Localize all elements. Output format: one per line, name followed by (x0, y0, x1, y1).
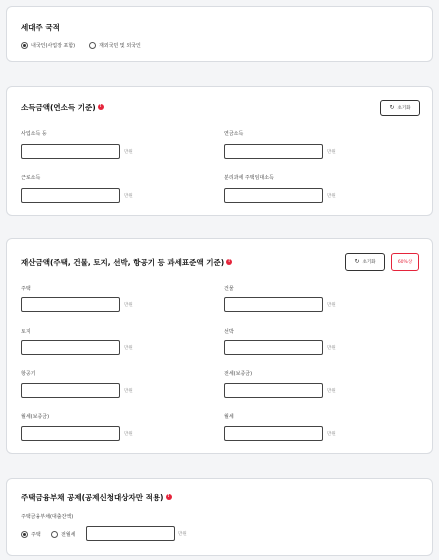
income-card (6, 86, 433, 216)
unit-label: 만원 (124, 150, 133, 155)
debt-card (6, 478, 433, 556)
field-label-jeonse: 전세(보증금) (224, 371, 253, 377)
info-badge-icon[interactable]: ! (99, 104, 102, 109)
income-title (21, 102, 104, 113)
radio-checked-icon[interactable] (21, 531, 28, 538)
info-badge-icon[interactable]: ! (228, 259, 231, 264)
assets-card (6, 238, 433, 454)
assets-cap-button[interactable] (391, 253, 419, 271)
ship-input[interactable] (224, 340, 323, 355)
refresh-icon: ↻ (354, 258, 360, 265)
debt-option-label: 전월세 (61, 532, 76, 538)
earned-income-input[interactable] (21, 188, 120, 203)
debt-option-rent[interactable] (51, 531, 76, 538)
assets-reset-button[interactable] (345, 253, 385, 271)
unit-label: 만원 (124, 194, 133, 199)
household-option-label: 내국인(사업장 포함) (31, 43, 76, 49)
aircraft-input[interactable] (21, 383, 120, 398)
field-label-house: 주택 (21, 286, 31, 292)
unit-label: 만원 (327, 194, 336, 199)
land-input[interactable] (21, 340, 120, 355)
building-input[interactable] (224, 297, 323, 312)
unit-label: 만원 (327, 346, 336, 351)
unit-label: 만원 (327, 389, 336, 394)
unit-label: 만원 (178, 532, 187, 537)
unit-label: 만원 (124, 432, 133, 437)
debt-amount-input[interactable] (86, 526, 175, 541)
jeonse-deposit-input[interactable] (224, 383, 323, 398)
household-option-domestic[interactable] (21, 42, 75, 49)
unit-label: 만원 (327, 150, 336, 155)
info-badge-icon[interactable]: ! (167, 494, 170, 499)
business-income-input[interactable] (21, 144, 120, 159)
field-label-rental: 분리과세 주택임대소득 (224, 175, 274, 181)
cap-label: 60%상 (397, 260, 413, 265)
reset-label: 초기화 (362, 260, 376, 265)
house-input[interactable] (21, 297, 120, 312)
assets-title (21, 257, 232, 268)
rental-income-input[interactable] (224, 188, 323, 203)
household-card (6, 6, 433, 62)
pension-income-input[interactable] (224, 144, 323, 159)
debt-field-label: 주택금융부채(대출잔액) (21, 514, 74, 520)
field-label-building: 건물 (224, 286, 234, 292)
unit-label: 만원 (327, 432, 336, 437)
field-label-ship: 선박 (224, 329, 234, 335)
income-title-text: 소득금액(연소득 기준) (21, 103, 96, 112)
debt-option-house[interactable] (21, 531, 41, 538)
radio-unchecked-icon[interactable] (51, 531, 58, 538)
assets-title-text: 재산금액(주택, 건물, 토지, 선박, 항공기 등 과세표준액 기준) (21, 258, 225, 267)
radio-checked-icon[interactable] (21, 42, 28, 49)
debt-title-text: 주택금융부채 공제(공제신청대상자만 적용) (21, 493, 164, 502)
household-option-foreign[interactable] (89, 42, 141, 49)
monthly-deposit-input[interactable] (21, 426, 120, 441)
unit-label: 만원 (124, 389, 133, 394)
household-option-label: 재외국민 및 외국인 (99, 43, 141, 49)
refresh-icon: ↻ (389, 104, 395, 111)
debt-title (21, 492, 172, 503)
unit-label: 만원 (327, 303, 336, 308)
debt-option-label: 주택 (31, 532, 41, 538)
field-label-earned: 근로소득 (21, 175, 41, 181)
household-title: 세대주 국적 (21, 23, 60, 32)
field-label-monthly-rent: 월세 (224, 414, 234, 420)
field-label-land: 토지 (21, 329, 31, 335)
field-label-pension: 연금소득 (224, 131, 244, 137)
radio-unchecked-icon[interactable] (89, 42, 96, 49)
unit-label: 만원 (124, 346, 133, 351)
field-label-aircraft: 항공기 (21, 371, 36, 377)
field-label-business: 사업소득 등 (21, 131, 47, 137)
income-reset-button[interactable] (380, 100, 420, 116)
reset-label: 초기화 (397, 106, 411, 111)
monthly-rent-input[interactable] (224, 426, 323, 441)
field-label-monthly-deposit: 월세(보증금) (21, 414, 50, 420)
unit-label: 만원 (124, 303, 133, 308)
